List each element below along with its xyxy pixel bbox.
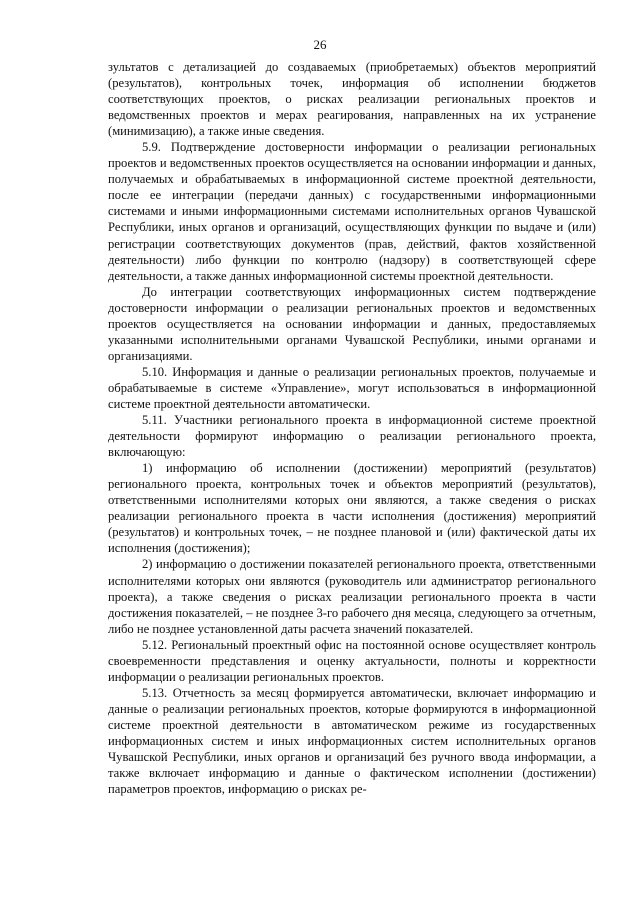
paragraph-integration: До интеграции соответствующих информационных систем подтверждение достоверности информации о реализации региональных проектов и ведомственных проектов осуществляется на основании информации и данных, предоставляемых указанными исполнительными органами Чувашской Республики, иными органами и организациями. (108, 284, 596, 363)
list-item-2: 2) информацию о достижении показателей регионального проекта, ответственными исполнителями которых они являются (руководитель или администратор регионального проекта), а также сведения о рисках реализации регионального проекта в части достижения показателей, – не позднее 3-го рабочего дня месяца, следующего за отчетным, либо не позднее установленной даты расчета значений показателей. (108, 557, 596, 636)
paragraph-5-10: 5.10. Информация и данные о реализации региональных проектов, получаемые и обрабатываемые в системе «Управление», могут использоваться в информационной системе проектной деятельности автоматически. (108, 364, 596, 411)
paragraph-continuation: зультатов с детализацией до создаваемых (приобретаемых) объектов мероприятий (результатов), контрольных точек, информация об исполнении бюджетов соответствующих проектов, о рисках реализации региональных проектов и ведомственных проектов и мерах реагирования, направленных на их устранение (минимизацию), а также иные сведения. (108, 60, 596, 139)
paragraph-5-11: 5.11. Участники регионального проекта в информационной системе проектной деятельности формируют информацию о реализации регионального проекта, включающую: (108, 413, 596, 460)
list-item-1: 1) информацию об исполнении (достижении) мероприятий (результатов) регионального проекта, контрольных точек и объектов мероприятий (результатов), ответственными исполнителями которых они являются, а также сведения о рисках реализации регионального проекта в части исполнения (достижения) мероприятий (результатов) и контрольных точек, – не позднее плановой и (или) фактической даты их исполнения (достижения); (108, 461, 596, 556)
paragraph-5-13: 5.13. Отчетность за месяц формируется автоматически, включает информацию и данные о реализации региональных проектов, которые формируются в информационной системе проектной деятельности в автоматическом режиме из государственных информационных систем и иных информационных систем исполнительных органов Чувашской Республики, иных органов и организаций без ручного ввода информации, а также включает информацию и данные о фактическом исполнении (достижении) параметров проектов, информацию о рисках ре- (108, 685, 596, 797)
paragraph-5-9: 5.9. Подтверждение достоверности информации о реализации региональных проектов и ведомственных проектов осуществляется на основании информации и данных, получаемых и обрабатываемых в информационной системе проектной деятельности, после ее интеграции (передачи данных) с государственными информационными системами и иными информационными системами исполнительных органов Чувашской Республики, иных органов и организаций, осуществляющих функции по выдаче и (или) регистрации соответствующих документов (прав, действий, фактов хозяйственной деятельности) либо функции по контролю (надзору) в соответствующей сфере деятельности, а также данных информационной системы проектной деятельности. (108, 140, 596, 283)
page-number: 26 (313, 37, 327, 52)
document-body (108, 59, 596, 797)
paragraph-5-12: 5.12. Региональный проектный офис на постоянной основе осуществляет контроль своевременности представления и оценку актуальности, полноты и корректности информации о реализации региональных проектов. (108, 637, 596, 684)
